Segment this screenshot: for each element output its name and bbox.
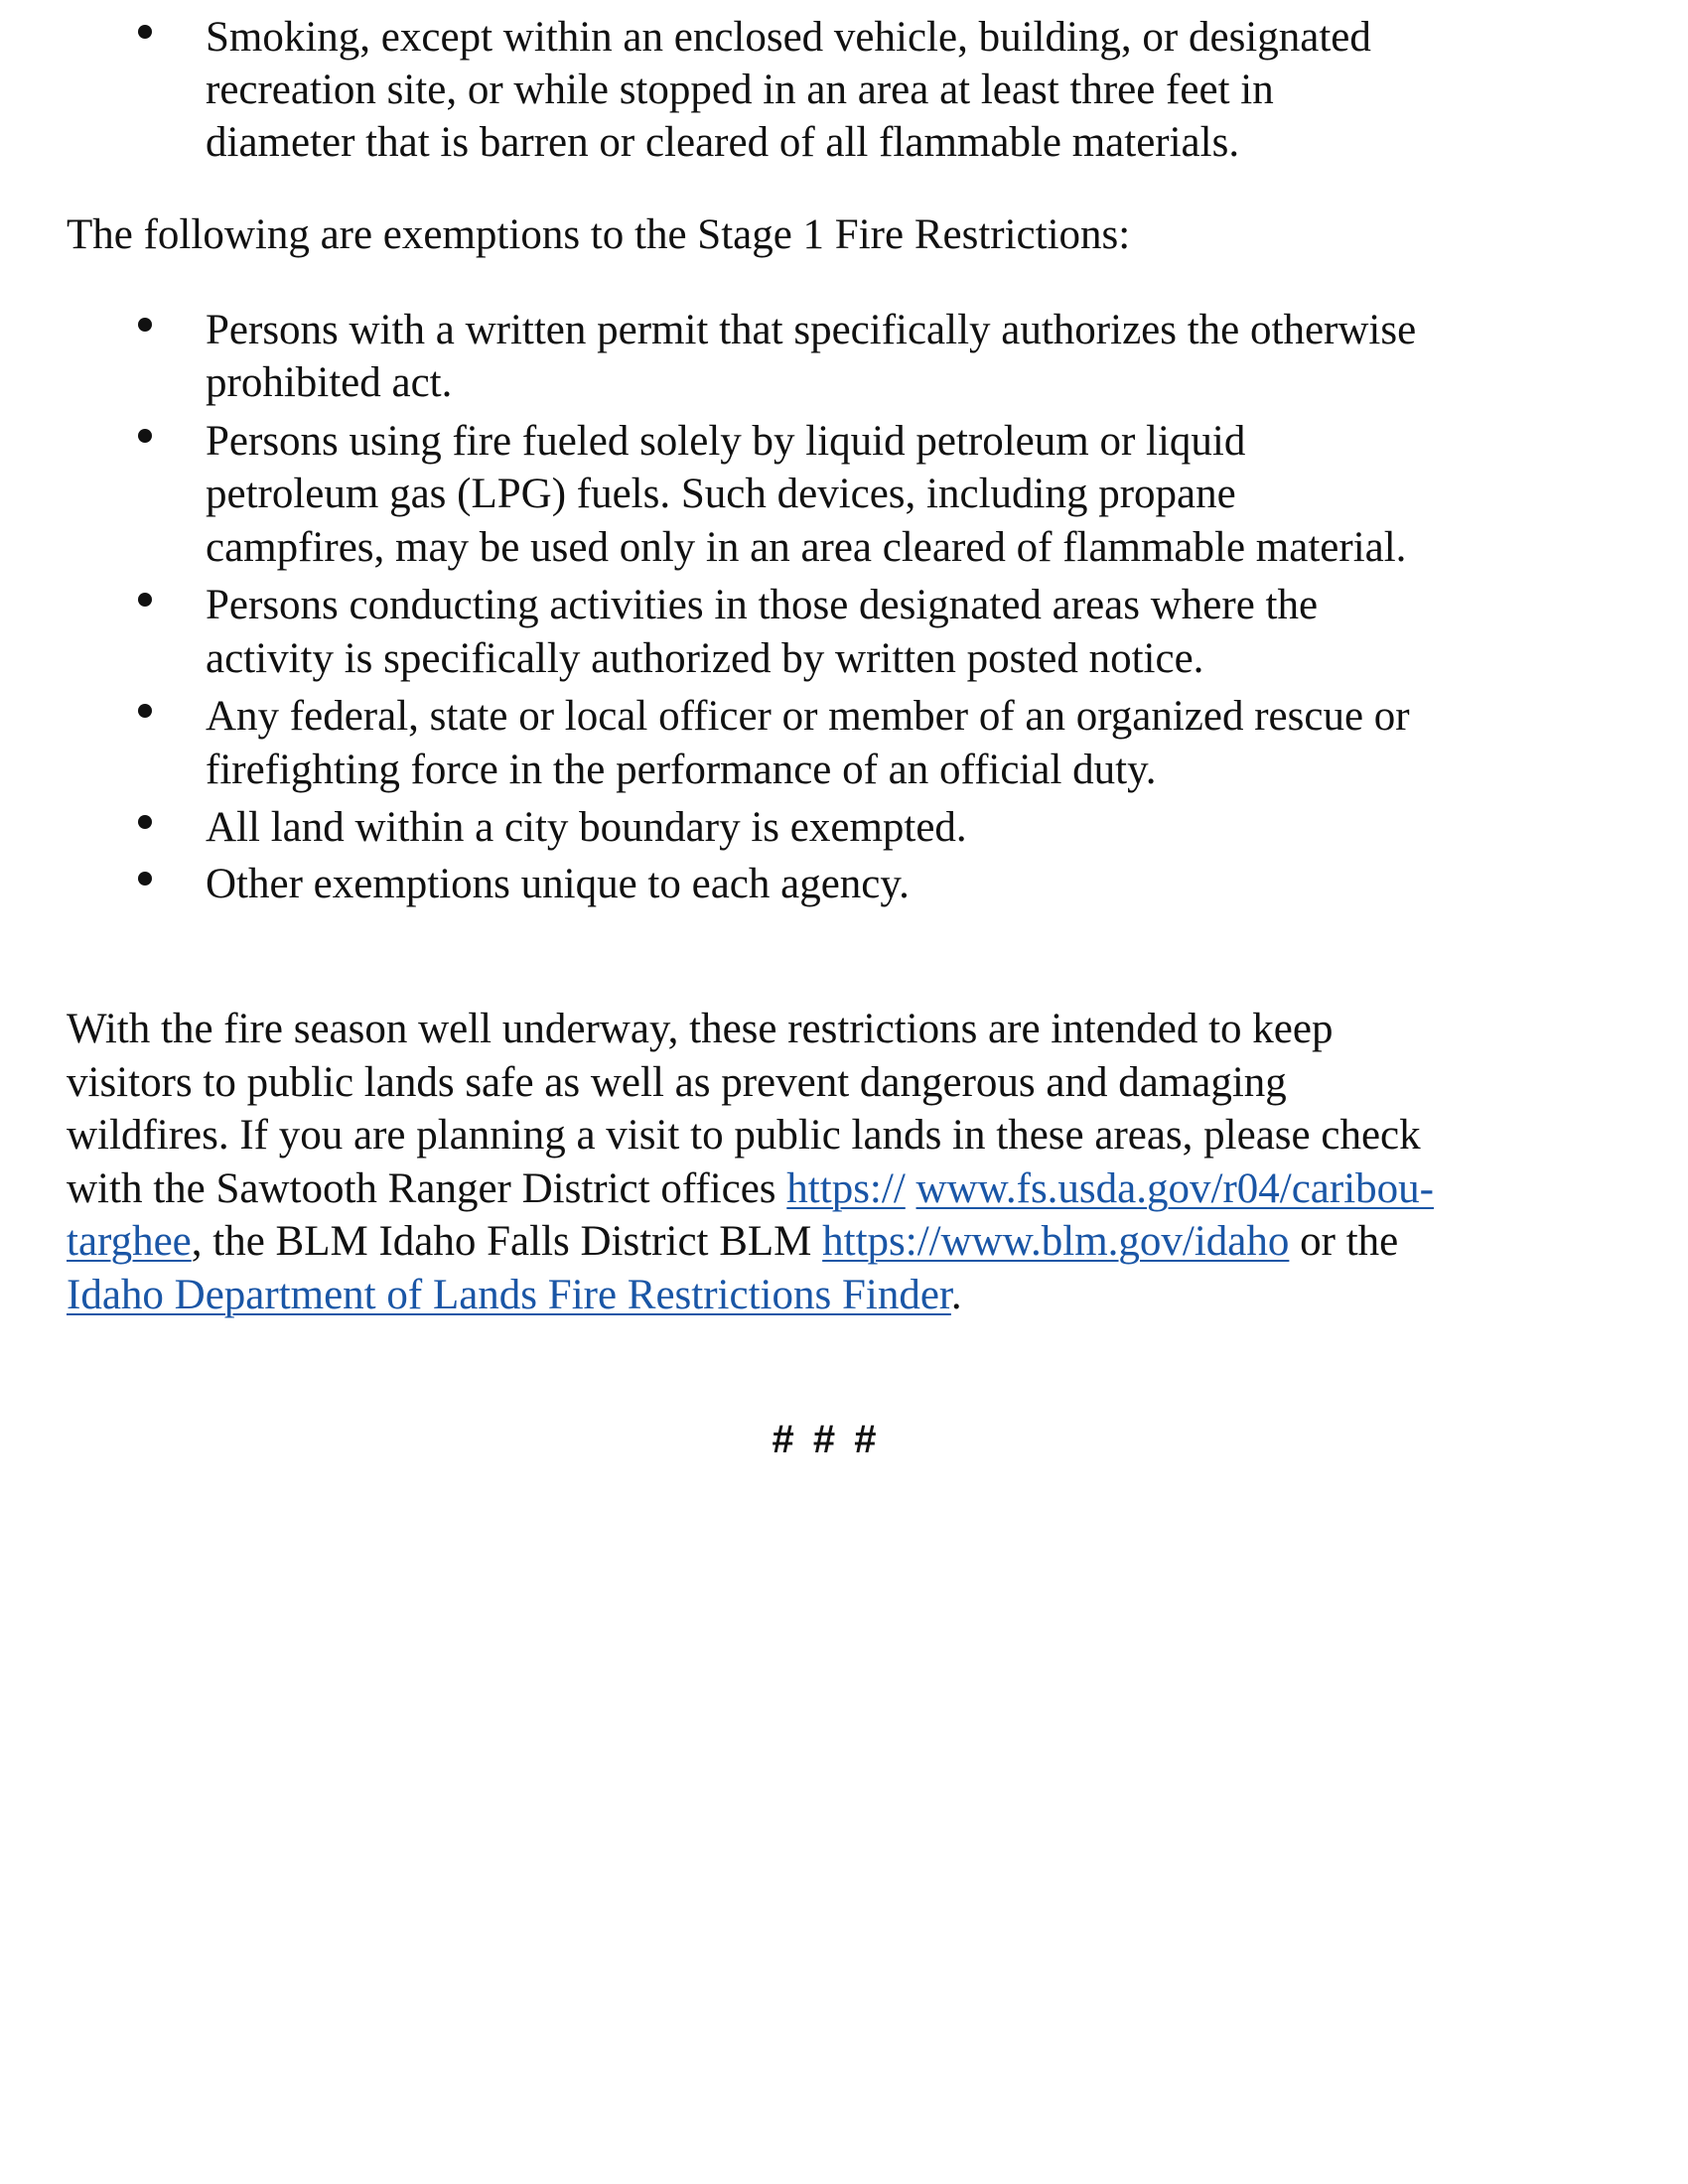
exemption-item-line: petroleum gas (LPG) fuels. Such devices, including propane [206, 471, 1236, 517]
closing-paragraph-line [67, 1220, 1398, 1263]
fs-usda-link[interactable]: targhee [67, 1218, 192, 1265]
closing-paragraph-line: visitors to public lands safe as well as prevent dangerous and damaging [67, 1059, 1287, 1106]
prohibition-line: recreation site, or while stopped in an area at least three feet in [206, 67, 1274, 113]
bullet-icon [138, 25, 152, 39]
bullet-icon [138, 429, 152, 443]
blm-idaho-link[interactable]: https://www.blm.gov/idaho [822, 1218, 1290, 1265]
closing-text: . [950, 1272, 962, 1318]
exemptions-intro: The following are exemptions to the Stage 1 Fire Restrictions: [67, 211, 1131, 258]
exemption-item-line: firefighting force in the performance of an official duty. [206, 747, 1157, 793]
exemption-item-line: prohibited act. [206, 359, 453, 406]
bullet-icon [138, 815, 152, 829]
end-of-release-mark: # # # [772, 1418, 881, 1461]
bullet-icon [138, 318, 152, 332]
bullet-icon [138, 704, 152, 718]
prohibition-line: Smoking, except within an enclosed vehicle, building, or designated [206, 14, 1371, 61]
bullet-icon [138, 593, 152, 607]
exemption-item-line: Other exemptions unique to each agency. [206, 861, 910, 907]
idaho-lands-fire-restrictions-link[interactable]: Idaho Department of Lands Fire Restrictions Finder [67, 1272, 951, 1318]
exemption-item-line: activity is specifically authorized by written posted notice. [206, 635, 1204, 682]
closing-text: with the Sawtooth Ranger District offices [67, 1165, 787, 1212]
closing-text: , the BLM Idaho Falls District BLM [191, 1218, 823, 1265]
closing-text: or the [1289, 1218, 1399, 1265]
bullet-icon [138, 872, 152, 886]
closing-paragraph-line: wildfires. If you are planning a visit to public lands in these areas, please check [67, 1112, 1421, 1159]
closing-paragraph-line: With the fire season well underway, these restrictions are intended to keep [67, 1006, 1334, 1052]
prohibition-line: diameter that is barren or cleared of all flammable materials. [206, 119, 1240, 166]
exemption-item-line: Persons using fire fueled solely by liquid petroleum or liquid [206, 418, 1246, 465]
closing-paragraph-line [67, 1274, 962, 1316]
exemption-item-line: Persons with a written permit that specifically authorizes the otherwise [206, 307, 1417, 353]
closing-paragraph-line [67, 1167, 1434, 1210]
fs-usda-link[interactable]: https:// [786, 1165, 906, 1212]
fs-usda-link[interactable]: www.fs.usda.gov/r04/caribou- [915, 1165, 1434, 1212]
exemption-item-line: Persons conducting activities in those designated areas where the [206, 582, 1319, 628]
exemption-item-line: All land within a city boundary is exempted. [206, 804, 967, 851]
exemption-item-line: campfires, may be used only in an area cleared of flammable material. [206, 524, 1407, 571]
exemption-item-line: Any federal, state or local officer or member of an organized rescue or [206, 693, 1410, 740]
